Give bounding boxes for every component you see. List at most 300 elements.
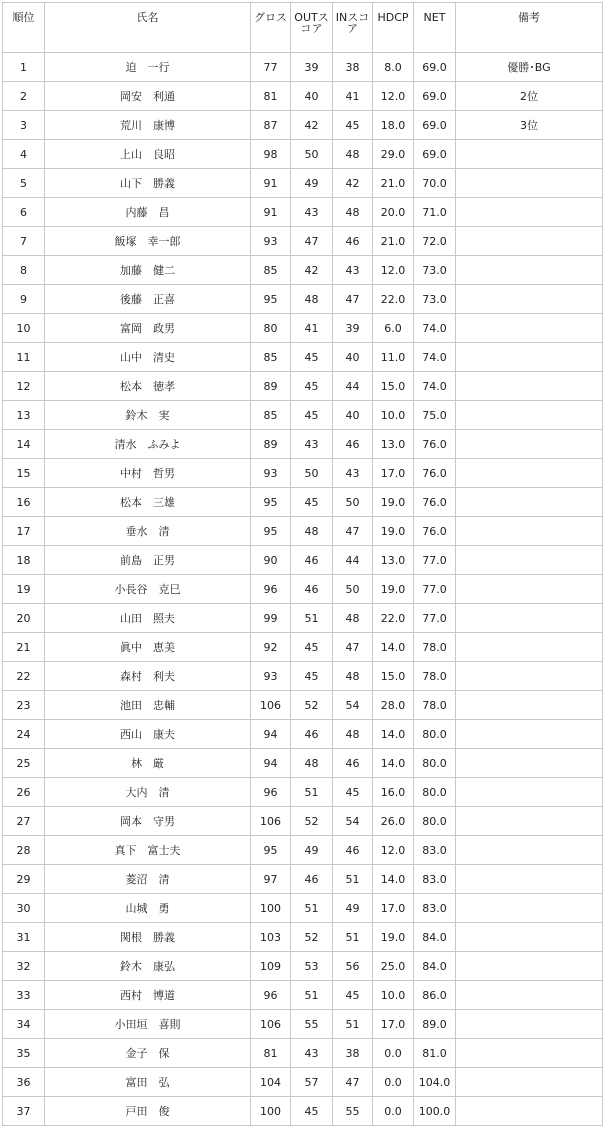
- table-row: [3, 111, 603, 140]
- header-hdcp: HDCP: [373, 3, 414, 53]
- cell-rank: 23: [3, 691, 45, 720]
- cell-hdcp: 0.0: [373, 1068, 414, 1097]
- cell-out-score: 49: [291, 836, 333, 865]
- cell-net: 69.0: [414, 82, 456, 111]
- cell-hdcp: 29.0: [373, 140, 414, 169]
- cell-rank: 3: [3, 111, 45, 140]
- cell-net: 83.0: [414, 894, 456, 923]
- cell-gross: 89: [251, 430, 291, 459]
- cell-name: 迫 一行: [45, 53, 251, 82]
- cell-in-score: 46: [333, 749, 373, 778]
- cell-net: 100.0: [414, 1097, 456, 1126]
- cell-remarks: [456, 1068, 603, 1097]
- cell-rank: 33: [3, 981, 45, 1010]
- cell-net: 80.0: [414, 749, 456, 778]
- cell-hdcp: 12.0: [373, 256, 414, 285]
- cell-remarks: [456, 343, 603, 372]
- cell-name: 松本 徳孝: [45, 372, 251, 401]
- cell-net: 86.0: [414, 981, 456, 1010]
- cell-in-score: 54: [333, 691, 373, 720]
- cell-name: 西山 康夫: [45, 720, 251, 749]
- cell-net: 77.0: [414, 575, 456, 604]
- cell-hdcp: 22.0: [373, 604, 414, 633]
- cell-name: 中村 哲男: [45, 459, 251, 488]
- cell-rank: 34: [3, 1010, 45, 1039]
- cell-net: 76.0: [414, 430, 456, 459]
- cell-hdcp: 12.0: [373, 836, 414, 865]
- cell-net: 74.0: [414, 372, 456, 401]
- cell-gross: 85: [251, 256, 291, 285]
- cell-hdcp: 22.0: [373, 285, 414, 314]
- cell-out-score: 52: [291, 691, 333, 720]
- cell-remarks: [456, 981, 603, 1010]
- cell-gross: 99: [251, 604, 291, 633]
- cell-in-score: 47: [333, 633, 373, 662]
- cell-rank: 13: [3, 401, 45, 430]
- cell-net: 77.0: [414, 604, 456, 633]
- cell-net: 80.0: [414, 807, 456, 836]
- cell-rank: 37: [3, 1097, 45, 1126]
- cell-hdcp: 10.0: [373, 401, 414, 430]
- table-row: [3, 1068, 603, 1097]
- cell-net: 75.0: [414, 401, 456, 430]
- cell-remarks: [456, 778, 603, 807]
- table-row: [3, 836, 603, 865]
- cell-net: 71.0: [414, 198, 456, 227]
- cell-out-score: 49: [291, 169, 333, 198]
- table-row: [3, 546, 603, 575]
- cell-net: 69.0: [414, 111, 456, 140]
- cell-out-score: 51: [291, 778, 333, 807]
- cell-rank: 20: [3, 604, 45, 633]
- cell-rank: 5: [3, 169, 45, 198]
- cell-hdcp: 17.0: [373, 894, 414, 923]
- cell-name: 上山 良昭: [45, 140, 251, 169]
- cell-rank: 27: [3, 807, 45, 836]
- cell-name: 大内 清: [45, 778, 251, 807]
- table-row: [3, 604, 603, 633]
- cell-out-score: 51: [291, 894, 333, 923]
- cell-rank: 14: [3, 430, 45, 459]
- cell-net: 104.0: [414, 1068, 456, 1097]
- table-row: [3, 1039, 603, 1068]
- cell-gross: 106: [251, 807, 291, 836]
- cell-out-score: 52: [291, 807, 333, 836]
- cell-hdcp: 13.0: [373, 546, 414, 575]
- cell-net: 76.0: [414, 488, 456, 517]
- cell-in-score: 51: [333, 1010, 373, 1039]
- cell-in-score: 44: [333, 372, 373, 401]
- cell-in-score: 51: [333, 865, 373, 894]
- cell-remarks: [456, 923, 603, 952]
- cell-gross: 93: [251, 227, 291, 256]
- cell-gross: 81: [251, 82, 291, 111]
- table-row: [3, 1010, 603, 1039]
- header-in-score: INスコア: [333, 3, 373, 53]
- cell-remarks: [456, 865, 603, 894]
- cell-name: 山城 勇: [45, 894, 251, 923]
- cell-name: 小長谷 克巳: [45, 575, 251, 604]
- cell-gross: 93: [251, 662, 291, 691]
- cell-hdcp: 15.0: [373, 372, 414, 401]
- cell-hdcp: 26.0: [373, 807, 414, 836]
- cell-in-score: 40: [333, 401, 373, 430]
- cell-gross: 95: [251, 488, 291, 517]
- cell-in-score: 43: [333, 459, 373, 488]
- table-header: [3, 3, 603, 53]
- table-row: [3, 488, 603, 517]
- cell-rank: 1: [3, 53, 45, 82]
- cell-rank: 29: [3, 865, 45, 894]
- cell-name: 森村 利夫: [45, 662, 251, 691]
- cell-remarks: [456, 401, 603, 430]
- cell-name: 岡安 利通: [45, 82, 251, 111]
- cell-remarks: [456, 894, 603, 923]
- cell-out-score: 46: [291, 720, 333, 749]
- cell-in-score: 40: [333, 343, 373, 372]
- cell-remarks: [456, 459, 603, 488]
- cell-out-score: 47: [291, 227, 333, 256]
- cell-hdcp: 16.0: [373, 778, 414, 807]
- cell-remarks: [456, 662, 603, 691]
- cell-net: 83.0: [414, 865, 456, 894]
- cell-gross: 90: [251, 546, 291, 575]
- cell-gross: 95: [251, 836, 291, 865]
- cell-net: 89.0: [414, 1010, 456, 1039]
- cell-gross: 87: [251, 111, 291, 140]
- cell-net: 76.0: [414, 459, 456, 488]
- cell-remarks: [456, 604, 603, 633]
- cell-hdcp: 0.0: [373, 1039, 414, 1068]
- cell-out-score: 42: [291, 256, 333, 285]
- cell-net: 80.0: [414, 778, 456, 807]
- cell-hdcp: 0.0: [373, 1097, 414, 1126]
- cell-name: 眞中 恵美: [45, 633, 251, 662]
- cell-in-score: 48: [333, 198, 373, 227]
- cell-out-score: 45: [291, 1097, 333, 1126]
- cell-hdcp: 19.0: [373, 923, 414, 952]
- cell-hdcp: 17.0: [373, 1010, 414, 1039]
- cell-rank: 8: [3, 256, 45, 285]
- cell-rank: 16: [3, 488, 45, 517]
- cell-hdcp: 19.0: [373, 488, 414, 517]
- cell-rank: 7: [3, 227, 45, 256]
- cell-remarks: [456, 836, 603, 865]
- cell-name: 関根 勝義: [45, 923, 251, 952]
- table-body: [3, 53, 603, 1126]
- table-row: [3, 778, 603, 807]
- cell-remarks: [456, 1097, 603, 1126]
- cell-name: 内藤 昌: [45, 198, 251, 227]
- cell-rank: 36: [3, 1068, 45, 1097]
- cell-in-score: 38: [333, 53, 373, 82]
- cell-name: 戸田 俊: [45, 1097, 251, 1126]
- cell-gross: 97: [251, 865, 291, 894]
- cell-remarks: 3位: [456, 111, 603, 140]
- cell-hdcp: 11.0: [373, 343, 414, 372]
- cell-in-score: 55: [333, 1097, 373, 1126]
- cell-name: 富田 弘: [45, 1068, 251, 1097]
- cell-remarks: [456, 1010, 603, 1039]
- cell-rank: 9: [3, 285, 45, 314]
- cell-net: 76.0: [414, 517, 456, 546]
- cell-in-score: 41: [333, 82, 373, 111]
- cell-rank: 28: [3, 836, 45, 865]
- cell-in-score: 45: [333, 778, 373, 807]
- cell-out-score: 43: [291, 1039, 333, 1068]
- cell-hdcp: 21.0: [373, 227, 414, 256]
- table-row: [3, 662, 603, 691]
- cell-gross: 85: [251, 401, 291, 430]
- cell-gross: 91: [251, 198, 291, 227]
- cell-rank: 15: [3, 459, 45, 488]
- cell-hdcp: 14.0: [373, 865, 414, 894]
- table-row: [3, 140, 603, 169]
- cell-rank: 17: [3, 517, 45, 546]
- cell-gross: 98: [251, 140, 291, 169]
- cell-remarks: [456, 227, 603, 256]
- table-row: [3, 865, 603, 894]
- table-row: [3, 1097, 603, 1126]
- cell-gross: 96: [251, 575, 291, 604]
- cell-gross: 93: [251, 459, 291, 488]
- cell-name: 池田 忠輔: [45, 691, 251, 720]
- cell-in-score: 50: [333, 575, 373, 604]
- cell-out-score: 42: [291, 111, 333, 140]
- cell-out-score: 45: [291, 401, 333, 430]
- cell-out-score: 45: [291, 633, 333, 662]
- cell-in-score: 46: [333, 430, 373, 459]
- cell-gross: 77: [251, 53, 291, 82]
- cell-out-score: 46: [291, 865, 333, 894]
- cell-remarks: [456, 488, 603, 517]
- cell-hdcp: 19.0: [373, 517, 414, 546]
- cell-net: 70.0: [414, 169, 456, 198]
- cell-net: 74.0: [414, 314, 456, 343]
- cell-net: 72.0: [414, 227, 456, 256]
- cell-gross: 106: [251, 691, 291, 720]
- cell-gross: 96: [251, 981, 291, 1010]
- cell-rank: 18: [3, 546, 45, 575]
- cell-remarks: [456, 140, 603, 169]
- cell-in-score: 49: [333, 894, 373, 923]
- cell-out-score: 50: [291, 140, 333, 169]
- cell-in-score: 38: [333, 1039, 373, 1068]
- cell-in-score: 54: [333, 807, 373, 836]
- cell-gross: 89: [251, 372, 291, 401]
- table-row: [3, 952, 603, 981]
- cell-out-score: 55: [291, 1010, 333, 1039]
- cell-gross: 92: [251, 633, 291, 662]
- cell-gross: 94: [251, 749, 291, 778]
- cell-remarks: [456, 546, 603, 575]
- cell-hdcp: 17.0: [373, 459, 414, 488]
- cell-rank: 35: [3, 1039, 45, 1068]
- cell-gross: 106: [251, 1010, 291, 1039]
- cell-rank: 22: [3, 662, 45, 691]
- cell-out-score: 43: [291, 430, 333, 459]
- cell-name: 菱沼 清: [45, 865, 251, 894]
- cell-in-score: 48: [333, 720, 373, 749]
- cell-name: 松本 三雄: [45, 488, 251, 517]
- table-row: [3, 401, 603, 430]
- cell-name: 後藤 正喜: [45, 285, 251, 314]
- cell-remarks: [456, 198, 603, 227]
- cell-out-score: 51: [291, 981, 333, 1010]
- cell-out-score: 45: [291, 662, 333, 691]
- cell-remarks: [456, 314, 603, 343]
- cell-remarks: [456, 430, 603, 459]
- cell-name: 鈴木 実: [45, 401, 251, 430]
- table-row: [3, 981, 603, 1010]
- cell-out-score: 39: [291, 53, 333, 82]
- cell-name: 金子 保: [45, 1039, 251, 1068]
- table-row: [3, 285, 603, 314]
- cell-gross: 100: [251, 1097, 291, 1126]
- cell-remarks: [456, 633, 603, 662]
- cell-out-score: 40: [291, 82, 333, 111]
- cell-net: 84.0: [414, 952, 456, 981]
- cell-in-score: 47: [333, 517, 373, 546]
- cell-hdcp: 8.0: [373, 53, 414, 82]
- cell-name: 富岡 政男: [45, 314, 251, 343]
- cell-in-score: 47: [333, 1068, 373, 1097]
- header-net: NET: [414, 3, 456, 53]
- cell-gross: 96: [251, 778, 291, 807]
- cell-out-score: 51: [291, 604, 333, 633]
- cell-in-score: 43: [333, 256, 373, 285]
- cell-in-score: 45: [333, 111, 373, 140]
- cell-hdcp: 18.0: [373, 111, 414, 140]
- cell-net: 81.0: [414, 1039, 456, 1068]
- cell-name: 前島 正男: [45, 546, 251, 575]
- cell-out-score: 45: [291, 343, 333, 372]
- cell-out-score: 52: [291, 923, 333, 952]
- cell-gross: 80: [251, 314, 291, 343]
- cell-out-score: 57: [291, 1068, 333, 1097]
- header-rank: 順位: [3, 3, 45, 53]
- cell-remarks: [456, 807, 603, 836]
- table-row: [3, 372, 603, 401]
- cell-net: 73.0: [414, 256, 456, 285]
- cell-remarks: 2位: [456, 82, 603, 111]
- cell-in-score: 56: [333, 952, 373, 981]
- cell-hdcp: 14.0: [373, 749, 414, 778]
- table-row: [3, 517, 603, 546]
- table-row: [3, 923, 603, 952]
- cell-name: 清水 ふみよ: [45, 430, 251, 459]
- cell-rank: 11: [3, 343, 45, 372]
- cell-rank: 24: [3, 720, 45, 749]
- cell-hdcp: 14.0: [373, 633, 414, 662]
- cell-rank: 30: [3, 894, 45, 923]
- cell-in-score: 46: [333, 836, 373, 865]
- table-row: [3, 343, 603, 372]
- cell-gross: 85: [251, 343, 291, 372]
- table-row: [3, 82, 603, 111]
- cell-out-score: 53: [291, 952, 333, 981]
- cell-rank: 25: [3, 749, 45, 778]
- cell-in-score: 48: [333, 662, 373, 691]
- cell-hdcp: 12.0: [373, 82, 414, 111]
- cell-hdcp: 25.0: [373, 952, 414, 981]
- cell-gross: 91: [251, 169, 291, 198]
- cell-name: 岡本 守男: [45, 807, 251, 836]
- cell-out-score: 46: [291, 546, 333, 575]
- cell-remarks: [456, 1039, 603, 1068]
- cell-rank: 12: [3, 372, 45, 401]
- cell-net: 78.0: [414, 662, 456, 691]
- cell-out-score: 43: [291, 198, 333, 227]
- cell-name: 山下 勝義: [45, 169, 251, 198]
- cell-remarks: [456, 169, 603, 198]
- cell-gross: 104: [251, 1068, 291, 1097]
- cell-name: 鈴木 康弘: [45, 952, 251, 981]
- cell-remarks: [456, 691, 603, 720]
- header-name: 氏名: [45, 3, 251, 53]
- cell-remarks: [456, 952, 603, 981]
- cell-gross: 95: [251, 285, 291, 314]
- table-row: [3, 169, 603, 198]
- table-row: [3, 256, 603, 285]
- cell-rank: 19: [3, 575, 45, 604]
- header-row: [3, 3, 603, 53]
- cell-name: 西村 博道: [45, 981, 251, 1010]
- table-row: [3, 633, 603, 662]
- cell-net: 74.0: [414, 343, 456, 372]
- header-gross: グロス: [251, 3, 291, 53]
- table-row: [3, 575, 603, 604]
- cell-rank: 2: [3, 82, 45, 111]
- cell-in-score: 48: [333, 140, 373, 169]
- cell-rank: 4: [3, 140, 45, 169]
- cell-hdcp: 10.0: [373, 981, 414, 1010]
- table-row: [3, 459, 603, 488]
- results-table: [2, 2, 603, 1126]
- cell-in-score: 44: [333, 546, 373, 575]
- cell-rank: 26: [3, 778, 45, 807]
- cell-rank: 21: [3, 633, 45, 662]
- cell-net: 83.0: [414, 836, 456, 865]
- table-row: [3, 691, 603, 720]
- cell-hdcp: 14.0: [373, 720, 414, 749]
- cell-gross: 81: [251, 1039, 291, 1068]
- cell-remarks: [456, 517, 603, 546]
- cell-in-score: 45: [333, 981, 373, 1010]
- cell-net: 69.0: [414, 53, 456, 82]
- cell-in-score: 50: [333, 488, 373, 517]
- cell-remarks: [456, 720, 603, 749]
- cell-out-score: 50: [291, 459, 333, 488]
- cell-rank: 31: [3, 923, 45, 952]
- cell-hdcp: 19.0: [373, 575, 414, 604]
- cell-hdcp: 6.0: [373, 314, 414, 343]
- cell-in-score: 46: [333, 227, 373, 256]
- cell-hdcp: 20.0: [373, 198, 414, 227]
- cell-gross: 103: [251, 923, 291, 952]
- table-row: [3, 198, 603, 227]
- cell-gross: 95: [251, 517, 291, 546]
- cell-remarks: [456, 372, 603, 401]
- cell-gross: 100: [251, 894, 291, 923]
- table-row: [3, 749, 603, 778]
- table-row: [3, 53, 603, 82]
- cell-remarks: [456, 256, 603, 285]
- cell-net: 73.0: [414, 285, 456, 314]
- cell-net: 78.0: [414, 691, 456, 720]
- cell-rank: 10: [3, 314, 45, 343]
- cell-hdcp: 15.0: [373, 662, 414, 691]
